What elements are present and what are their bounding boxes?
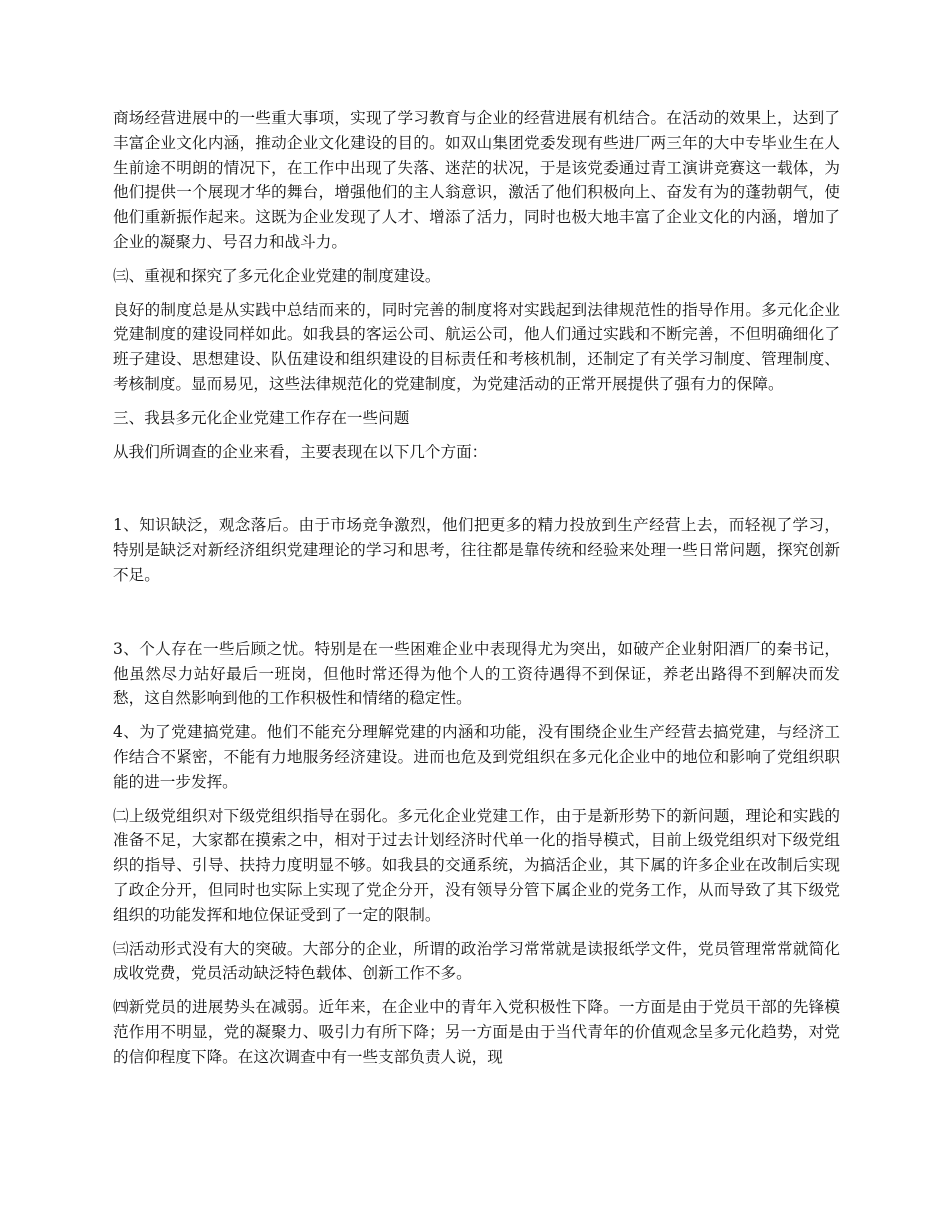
paragraph-culture-activities: 商场经营进展中的一些重大事项，实现了学习教育与企业的经营进展有机结合。在活动的效果上，达到了丰富企业文化内涵，推动企业文化建设的目的。如双山集团党委发现有些进厂两三年的大中专毕业生在人生前途不明朗的情况下，在工作中出现了失落、迷茫的状况，于是该党委通过青工演讲竞赛这一载体，为他们提供一个展现才华的舞台，增强他们的主人翁意识，激活了他们积极向上、奋发有为的蓬勃朝气，使他们重新振作起来。这既为企业发现了人才、增添了活力，同时也极大地丰富了企业文化的内涵，增加了企业的凝聚力、号召力和战斗力。: [113, 109, 840, 251]
blank-space: [113, 597, 840, 637]
paragraph-system-building: 良好的制度总是从实践中总结而来的，同时完善的制度将对实践起到法律规范性的指导作用。多元化企业党建制度的建设同样如此。如我县的客运公司、航运公司，他人们通过实践和不断完善，不但明确细化了班子建设、思想建设、队伍建设和组织建设的目标责任和考核机制，还制定了有关学习制度、管理制度、考核制度。显而易见，这些法律规范化的党建制度，为党建活动的正常开展提供了强有力的保障。: [113, 300, 840, 393]
paragraph-activity-forms: ㈢活动形式没有大的突破。大部分的企业，所谓的政治学习常常就是读报纸学文件，党员管理常常就简化成收党费，党员活动缺泛特色载体、创新工作不多。: [113, 939, 840, 983]
paragraph-guidance-weakening: ㈡上级党组织对下级党组织指导在弱化。多元化企业党建工作，由于是新形势下的新问题，理论和实践的准备不足，大家都在摸索之中，相对于过去计划经济时代单一化的指导模式，目前上级党组织对下级党组织的指导、引导、扶持力度明显不够。如我县的交通系统，为搞活企业，其下属的许多企业在改制后实现了政企分开，但同时也实际上实现了党企分开，没有领导分管下属企业的党务工作，从而导致了其下级党组织的功能发挥和地位保证受到了一定的限制。: [113, 806, 840, 924]
section-heading-problems: 三、我县多元化企业党建工作存在一些问题: [113, 408, 410, 427]
paragraph-survey-intro: 从我们所调查的企业来看，主要表现在以下几个方面：: [113, 442, 488, 461]
list-item-4: 4、为了党建搞党建。他们不能充分理解党建的内涵和功能，没有围绕企业生产经营去搞党建，与经济工作结合不紧密，不能有力地服务经济建设。进而也危及到党组织在多元化企业中的地位和影响了党组织职能的进一步发挥。: [113, 723, 840, 791]
document-body: [113, 106, 840, 1079]
blank-space: [113, 473, 840, 513]
heading-system-building: ㈢、重视和探究了多元化企业党建的制度建设。: [113, 266, 441, 285]
list-item-1: 1、知识缺泛，观念落后。由于市场竞争激烈，他们把更多的精力投放到生产经营上去，而轻视了学习，特别是缺泛对新经济组织党建理论的学习和思考，往往都是靠传统和经验来处理一些日常问题，探究创新不足。: [113, 516, 840, 584]
paragraph-new-members: ㈣新党员的进展势头在减弱。近年来，在企业中的青年入党积极性下降。一方面是由于党员干部的先锋模范作用不明显，党的凝聚力、吸引力有所下降；另一方面是由于当代青年的价值观念呈多元化趋势，对党的信仰程度下降。在这次调查中有一些支部负责人说，现: [113, 998, 840, 1066]
list-item-3: 3、个人存在一些后顾之忧。特别是在一些困难企业中表现得尤为突出，如破产企业射阳酒厂的秦书记，他虽然尽力站好最后一班岗，但他时常还得为他个人的工资待遇得不到保证，养老出路得不到解决而发愁，这自然影响到他的工作积极性和情绪的稳定性。: [113, 639, 840, 708]
